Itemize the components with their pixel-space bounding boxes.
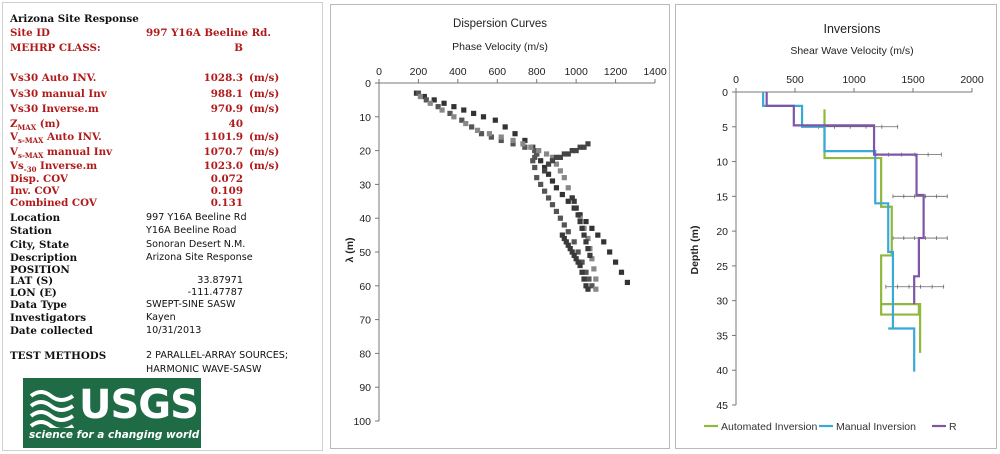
metric-value: 970.9	[210, 103, 243, 115]
dispersion-x-tick-label: 1400	[643, 66, 667, 78]
metric-value: 1028.3	[203, 72, 243, 84]
dispersion-y-tick-label: 20	[359, 145, 371, 158]
dispersion-y-tick-label: 0	[365, 78, 371, 90]
metric-value: 0.131	[210, 197, 243, 209]
metric-unit: (m/s)	[249, 88, 280, 100]
dispersion-point	[538, 182, 543, 187]
metric-label: $Z_{MAX}$ (m)	[10, 118, 61, 133]
metric-label-suffix: Inverse.m	[36, 160, 98, 172]
metric-label-subscript: MAX	[17, 123, 37, 133]
metric-label-subscript: s-MAX	[18, 151, 44, 161]
metric-label: Inv. COV	[10, 185, 60, 197]
inversions-y-tick-label: 5	[722, 121, 728, 134]
inversions-y-tick-label: 15	[716, 191, 728, 204]
dispersion-y-axis-label: λ (m)	[344, 237, 356, 263]
metric-unit: (m/s)	[249, 103, 280, 115]
dispersion-point	[587, 253, 592, 258]
metric-label-subscript: s-MAX	[18, 136, 44, 146]
detail-value: Kayen	[146, 312, 176, 323]
dispersion-point	[566, 185, 571, 190]
dispersion-point	[536, 148, 541, 153]
metric-value: 1070.7	[203, 146, 243, 158]
inversions-y-tick-label: 35	[716, 330, 728, 343]
dispersion-point	[530, 158, 535, 163]
dispersion-point	[550, 178, 555, 183]
dispersion-point	[471, 111, 476, 116]
detail-value: 33.87971	[197, 275, 243, 286]
inversion-line-3	[767, 92, 924, 304]
dispersion-point	[418, 94, 423, 99]
inversions-y-tick-label: 0	[722, 87, 728, 99]
dispersion-point	[585, 246, 590, 251]
legend-label: R	[949, 421, 957, 433]
dispersion-point	[554, 209, 559, 214]
metric-value: 40	[228, 118, 243, 130]
metric-label: Disp. COV	[10, 173, 68, 185]
legend-label: Automated Inversion	[721, 421, 818, 433]
dispersion-point	[579, 226, 584, 231]
detail-value: Sonoran Desert N.M.	[146, 239, 246, 250]
dispersion-chart-panel	[330, 4, 670, 449]
dispersion-x-tick-label: 400	[449, 66, 467, 78]
dispersion-point	[532, 165, 537, 170]
dispersion-point	[572, 199, 577, 204]
dispersion-point	[510, 138, 515, 143]
test-methods-line-2: HARMONIC WAVE-SASW	[146, 364, 262, 375]
detail-value: -111.47787	[187, 287, 243, 298]
metric-label: MEHRP CLASS:	[10, 42, 101, 54]
dispersion-point	[554, 185, 559, 190]
metric-label: $V_{s-MAX}$ Auto INV.	[10, 131, 102, 146]
dispersion-x-tick-label: 1000	[564, 66, 588, 78]
dispersion-point	[503, 124, 508, 129]
dispersion-point	[595, 233, 600, 238]
dispersion-y-tick-label: 10	[359, 111, 371, 124]
dispersion-point	[439, 107, 444, 112]
detail-label: LAT (S)	[10, 275, 54, 287]
detail-label: LON (E)	[10, 287, 57, 299]
usgs-logo	[23, 378, 201, 448]
dispersion-point	[601, 239, 606, 244]
dispersion-y-tick-label: 70	[359, 314, 371, 327]
usgs-wave-icon	[29, 386, 77, 428]
inversions-y-tick-label: 25	[716, 260, 728, 273]
dispersion-point	[581, 276, 586, 281]
metric-label-suffix: (m)	[36, 118, 61, 130]
dispersion-point	[558, 168, 563, 173]
inversions-x-tick-label: 2000	[960, 74, 984, 86]
dispersion-point	[487, 131, 492, 136]
dispersion-point	[585, 287, 590, 292]
detail-label: Station	[10, 225, 52, 237]
dispersion-point	[562, 222, 567, 227]
detail-label: City, State	[10, 239, 70, 251]
dispersion-y-tick-label: 30	[359, 179, 371, 192]
dispersion-x-tick-label: 800	[527, 66, 546, 78]
dispersion-x-tick-label: 0	[376, 66, 382, 78]
dispersion-point	[593, 287, 598, 292]
dispersion-point	[613, 260, 618, 265]
detail-value: SWEPT-SINE SASW	[146, 299, 236, 310]
dispersion-x-tick-label: 600	[488, 66, 507, 78]
dispersion-point	[558, 216, 563, 221]
dispersion-point	[572, 239, 577, 244]
dispersion-point	[619, 270, 624, 275]
dispersion-point	[586, 276, 591, 281]
inversions-x-tick-label: 1000	[842, 74, 866, 86]
metric-unit: (m/s)	[249, 72, 280, 84]
inversions-x-tick-label: 500	[786, 74, 804, 86]
inversions-y-tick-label: 40	[716, 365, 728, 378]
detail-label: POSITION	[10, 264, 70, 276]
detail-value: Y16A Beeline Road	[146, 225, 237, 236]
metric-label: $V_{s-MAX}$ manual Inv	[10, 146, 113, 161]
dispersion-point	[542, 168, 547, 173]
dispersion-point	[550, 202, 555, 207]
dispersion-chart-subtitle: Phase Velocity (m/s)	[452, 41, 548, 53]
dispersion-point	[546, 195, 551, 200]
inversions-x-tick-label: 1500	[901, 74, 925, 86]
dispersion-point	[542, 189, 547, 194]
dispersion-point	[493, 118, 498, 123]
dispersion-point	[451, 114, 456, 119]
dispersion-point	[585, 141, 590, 146]
inversions-chart-subtitle: Shear Wave Velocity (m/s)	[790, 45, 914, 57]
dispersion-chart	[331, 5, 669, 448]
dispersion-point	[593, 276, 598, 281]
dispersion-point	[589, 226, 594, 231]
metric-value: 0.072	[210, 173, 243, 185]
dispersion-point	[566, 229, 571, 234]
metric-value: 1023.0	[203, 160, 243, 172]
dispersion-point	[576, 212, 581, 217]
dispersion-point	[591, 266, 596, 271]
metric-label: Site ID	[10, 27, 50, 39]
metric-unit: (m/s)	[249, 160, 280, 172]
dispersion-point	[581, 233, 586, 238]
detail-value: 10/31/2013	[146, 325, 202, 336]
metric-value: B	[234, 42, 243, 54]
inversions-chart-title: Inversions	[823, 22, 881, 36]
metric-label: Combined COV	[10, 197, 97, 209]
metric-value: 988.1	[210, 88, 243, 100]
metric-label-suffix: Auto INV.	[43, 131, 102, 143]
site-info-title: Arizona Site Response	[10, 13, 139, 25]
inversions-y-axis-label: Depth (m)	[689, 225, 701, 275]
legend-label: Manual Inversion	[836, 421, 916, 433]
dispersion-point	[499, 134, 504, 139]
dispersion-point	[625, 280, 630, 285]
test-methods-line-1: 2 PARALLEL-ARRAY SOURCES;	[146, 350, 289, 361]
dispersion-point	[534, 175, 539, 180]
inversions-y-tick-label: 20	[716, 226, 728, 239]
dispersion-x-tick-label: 200	[409, 66, 428, 78]
inversions-x-tick-label: 0	[733, 74, 739, 86]
dispersion-series-4	[542, 141, 591, 173]
metric-label-subscript: -30	[23, 165, 37, 175]
metric-label: Vs30 Inverse.m	[10, 103, 99, 115]
dispersion-point	[528, 145, 533, 150]
dispersion-y-tick-label: 50	[359, 247, 371, 259]
dispersion-series-5	[570, 195, 593, 258]
inversions-y-tick-label: 45	[716, 400, 728, 412]
dispersion-y-tick-label: 40	[359, 213, 371, 226]
dispersion-point	[577, 219, 582, 224]
dispersion-point	[481, 114, 486, 119]
detail-label: Location	[10, 212, 61, 224]
dispersion-series-3	[418, 94, 599, 292]
dispersion-y-tick-label: 90	[359, 382, 371, 395]
dispersion-point	[583, 219, 588, 224]
dispersion-y-tick-label: 60	[359, 280, 371, 293]
site-info-panel	[2, 2, 323, 451]
metric-label-suffix: manual Inv	[43, 146, 113, 158]
inversions-y-tick-label: 30	[716, 295, 728, 308]
detail-label: Date collected	[10, 325, 93, 337]
inversions-chart	[676, 5, 996, 448]
dispersion-point	[577, 263, 582, 268]
dispersion-point	[441, 101, 446, 106]
dispersion-point	[461, 107, 466, 112]
dispersion-point	[562, 175, 567, 180]
dispersion-point	[469, 124, 474, 129]
dispersion-point	[451, 104, 456, 109]
dispersion-x-tick-label: 1200	[603, 66, 628, 78]
metric-label: $Vs_{-30}$ Inverse.m	[10, 160, 98, 175]
dispersion-point	[544, 151, 549, 156]
test-methods-label: TEST METHODS	[10, 350, 107, 362]
metric-label: Vs30 manual Inv	[10, 88, 107, 100]
dispersion-point	[574, 205, 579, 210]
metric-label: Vs30 Auto INV.	[10, 72, 97, 84]
metric-unit: (m/s)	[249, 146, 280, 158]
dispersion-point	[583, 239, 588, 244]
dispersion-point	[463, 121, 468, 126]
dispersion-point	[475, 128, 480, 133]
dispersion-chart-title: Dispersion Curves	[453, 18, 547, 30]
metric-unit: (m/s)	[249, 131, 280, 143]
detail-value: 997 Y16A Beeline Rd	[146, 212, 247, 223]
dispersion-point	[607, 249, 612, 254]
usgs-logo-tagline: science for a changing world	[29, 429, 200, 441]
dispersion-point	[428, 101, 433, 106]
metric-value: 997 Y16A Beeline Rd.	[146, 27, 271, 39]
dispersion-y-tick-label: 80	[359, 348, 371, 361]
detail-label: Description	[10, 252, 78, 264]
dispersion-series-1	[414, 91, 630, 285]
detail-label: Investigators	[10, 312, 87, 324]
dispersion-point	[538, 158, 543, 163]
dispersion-point	[512, 131, 517, 136]
dispersion-y-tick-label: 100	[353, 416, 371, 428]
metric-value: 1101.9	[203, 131, 243, 143]
detail-label: Data Type	[10, 299, 67, 311]
dispersion-point	[579, 270, 584, 275]
metric-value: 0.109	[210, 185, 243, 197]
inversions-y-tick-label: 10	[716, 156, 728, 169]
usgs-logo-text: USGS	[79, 382, 198, 428]
dispersion-point	[560, 192, 565, 197]
inversions-chart-panel	[675, 4, 997, 449]
dispersion-point	[520, 141, 525, 146]
detail-value: Arizona Site Response	[146, 252, 253, 263]
inversion-line-1	[825, 109, 921, 352]
